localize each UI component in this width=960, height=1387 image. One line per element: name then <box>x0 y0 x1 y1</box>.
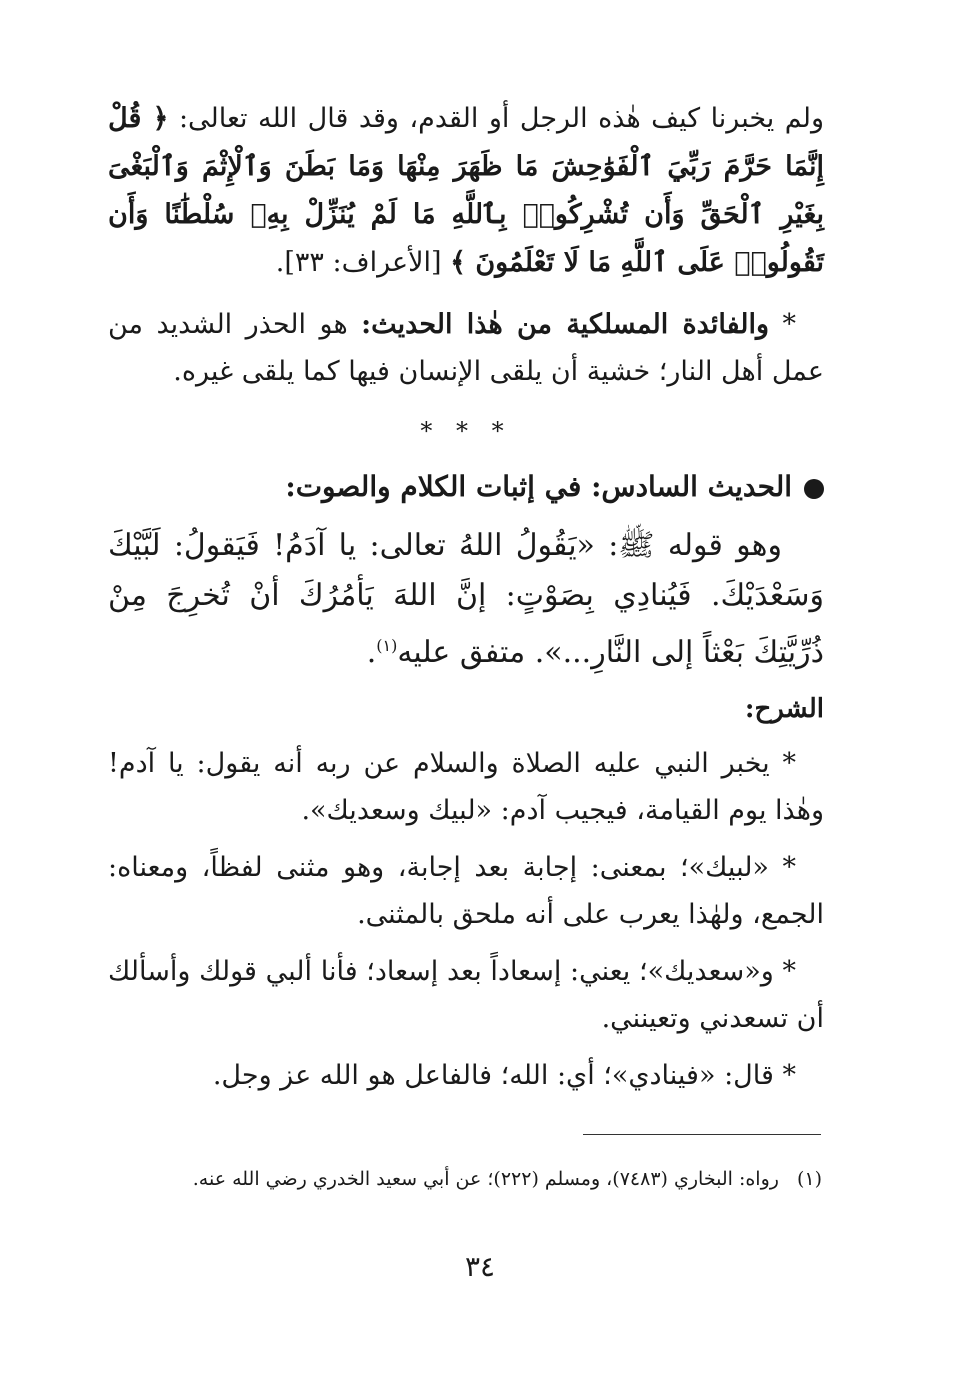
paragraph-quran-quote <box>108 95 824 287</box>
asterisk-marker: * <box>769 309 796 340</box>
sharh-heading: الشرح: <box>744 694 824 724</box>
explanation-paragraph: * قال: «فينادي»؛ أي: الله؛ فالفاعل هو الله عز وجل. <box>212 1060 796 1091</box>
explanation-paragraph: * يخبر النبي عليه الصلاة والسلام عن ربه أنه يقول: يا آدم! وهٰذا يوم القيامة، فيجيب آدم: «لبيك وسعديك». <box>108 748 824 826</box>
section-heading-text: الحديث السادس: في إثبات الكلام والصوت: <box>285 470 792 503</box>
quran-verse: ﴿ قُلْ إِنَّمَا حَرَّمَ رَبِّيَ ٱلْفَوَٰحِشَ مَا ظَهَرَ مِنْهَا وَمَا بَطَنَ وَٱلْإِثْمَ وَٱلْبَغْىَ بِغَيْرِ ٱلْحَقِّ وَأَن تُشْرِكُوا۟ بِٱللَّهِ مَا لَمْ يُنَزِّلْ بِهِۦ سُلْطَٰنًا وَأَن تَقُولُوا۟ عَلَى ٱللَّهِ مَا لَا تَعْلَمُونَ ﴾ <box>108 103 824 278</box>
paragraph-lead-text: ولم يخبرنا كيف هٰذه الرجل أو القدم، وقد قال الله تعالى: <box>168 103 824 134</box>
page-body <box>108 95 824 1109</box>
footnote-reference: (١) <box>376 636 398 655</box>
footnote <box>120 1163 822 1195</box>
hadith-end: . <box>366 635 377 670</box>
hadith-body: وهو قوله ﷺ: «يَقُولُ اللهُ تعالى: يا آدَمُ! فَيَقولُ: لَبَّيْكَ وَسَعْدَيْكَ. فَيُنادِي بِصَوْتٍ: إنَّ اللهَ يَأمُرُكَ أنْ تُخرِجَ مِنْ ذُرِّيَّتِكَ بَعْثاً إلى النَّارِ...». متفق عليه <box>108 528 824 670</box>
explanation-paragraph: * «لبيك»؛ بمعنى: إجابة بعد إجابة، وهو مثنى لفظاً، ومعناه: الجمع، ولهٰذا يعرب على أنه ملحق بالمثنى. <box>108 852 824 930</box>
page-number: ٣٤ <box>464 1250 496 1283</box>
footnote-divider <box>583 1134 821 1135</box>
benefit-label: والفائدة المسلكية من هٰذا الحديث: <box>361 309 769 340</box>
bullet-icon <box>804 479 824 499</box>
explanation-paragraph: * و«سعديك»؛ يعني: إسعاداً بعد إسعاد؛ فأنا ألبي قولك وأسألك أن تسعدني وتعينني. <box>108 956 824 1034</box>
benefit-text: هو الحذر الشديد من عمل أهل النار؛ خشية أن يلقى الإنسان فيها كما يلقى غيره. <box>108 309 824 387</box>
hadith-text <box>108 521 824 678</box>
paragraph-benefit <box>108 301 824 395</box>
section-heading <box>138 463 824 511</box>
footnote-number: (١) <box>796 1168 822 1190</box>
section-separator: * * * <box>420 417 512 445</box>
footnote-text: رواه: البخاري (٧٤٨٣)، ومسلم (٢٢٢)؛ عن أبي سعيد الخدري رضي الله عنه. <box>192 1168 779 1190</box>
verse-citation: [الأعراف: ٣٣]. <box>275 247 451 278</box>
